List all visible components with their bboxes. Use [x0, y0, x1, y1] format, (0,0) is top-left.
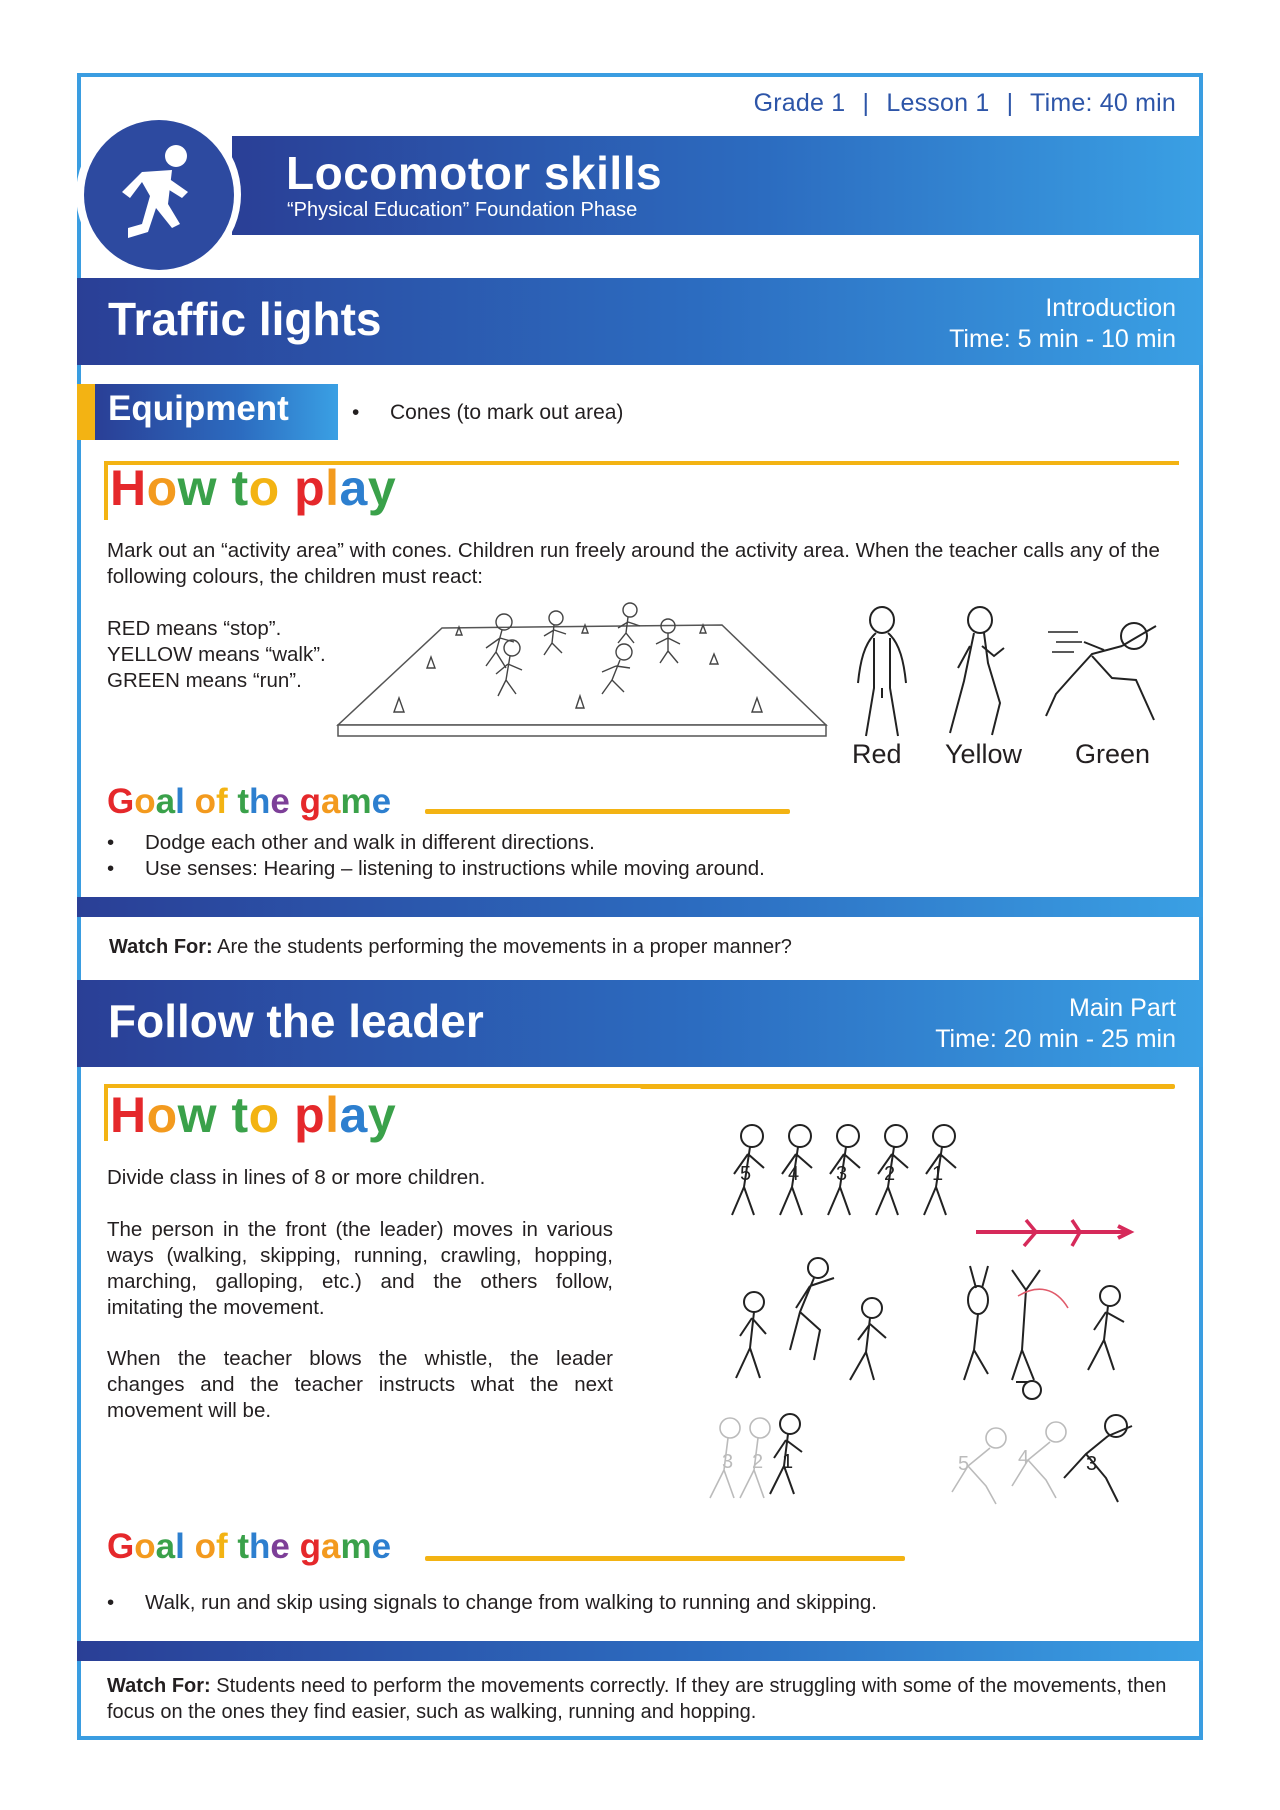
watch-for-note: Watch For: Are the students performing the movements in a proper manner? [109, 936, 792, 958]
grade-label: Grade 1 [753, 89, 846, 117]
activity-area-illustration [334, 600, 830, 740]
goal-item: • Walk, run and skip using signals to change from walking to running and skipping. [107, 1591, 877, 1614]
goal-underline [425, 1556, 905, 1561]
follow-leader-p2: The person in the front (the leader) moves in various ways (walking, skipping, running, crawling, hopping, marching, galloping, etc.) and the others follow, imitating the movement. [107, 1218, 613, 1319]
goal-item: • Use senses: Hearing – listening to instructions while moving around. [107, 857, 765, 880]
traffic-lights-intro: Mark out an “activity area” with cones. Children run freely around the activity area. When the teacher calls any of the following colours, the children must react: [107, 539, 1160, 588]
traffic-light-figures [846, 606, 1176, 741]
goal-heading: Goal of the game [107, 1527, 392, 1566]
lesson-label: Lesson 1 [886, 89, 990, 117]
section-time: Time: 20 min - 25 min [935, 1025, 1176, 1053]
total-time-label: Time: 40 min [1030, 89, 1176, 117]
equipment-accent [77, 384, 95, 440]
line-number: 2 [752, 1451, 764, 1473]
section-divider [77, 1641, 1203, 1661]
line-number: 1 [932, 1163, 944, 1185]
goal-underline [425, 809, 790, 814]
caption-red: Red [852, 739, 902, 769]
bullet: • [352, 401, 360, 424]
meta-separator: | [1006, 89, 1014, 117]
goal-heading: Goal of the game [107, 782, 392, 821]
page-subtitle: “Physical Education” Foundation Phase [287, 199, 638, 221]
how-to-play-heading: How to play [110, 1087, 397, 1143]
goal-list [107, 830, 765, 882]
section-phase: Introduction [1045, 294, 1176, 322]
line-number: 1 [782, 1451, 794, 1473]
section-time: Time: 5 min - 10 min [949, 325, 1176, 353]
section-phase: Main Part [1069, 994, 1176, 1022]
section-timing [935, 993, 1176, 1055]
rule-green: GREEN means “run”. [107, 669, 302, 692]
line-number: 3 [836, 1163, 848, 1185]
goal-list [107, 1590, 877, 1616]
line-number: 5 [958, 1453, 970, 1475]
rule-yellow: YELLOW means “walk”. [107, 643, 326, 666]
section-title: Follow the leader [108, 995, 484, 1047]
line-number: 2 [884, 1163, 896, 1185]
rule-red: RED means “stop”. [107, 617, 282, 640]
line-number: 4 [788, 1163, 800, 1185]
caption-green: Green [1075, 739, 1151, 769]
page-title: Locomotor skills [286, 147, 663, 199]
section-title: Traffic lights [108, 293, 382, 345]
line-number: 5 [740, 1163, 752, 1185]
follow-leader-p1: Divide class in lines of 8 or more children. [107, 1166, 486, 1189]
section-timing [949, 293, 1176, 355]
follow-the-leader-illustration [700, 1120, 1170, 1540]
line-number: 3 [722, 1451, 734, 1473]
colour-rules [107, 616, 326, 694]
equipment-item: • Cones (to mark out area) [352, 401, 624, 424]
line-number: 4 [1018, 1447, 1030, 1469]
watch-for-note: Watch For: Students need to perform the movements correctly. If they are struggling with some of the movements, then focus on the ones they find easier, such as walking, running and hopping. [107, 1675, 1167, 1723]
meta-separator: | [862, 89, 870, 117]
running-person-icon [84, 120, 234, 270]
how-to-play-rule [640, 1084, 1175, 1089]
goal-item: • Dodge each other and walk in different directions. [107, 831, 595, 854]
lesson-meta [754, 89, 1176, 118]
section-divider [77, 897, 1203, 917]
caption-yellow: Yellow [945, 739, 1023, 769]
line-number: 3 [1086, 1453, 1098, 1475]
follow-leader-p3: When the teacher blows the whistle, the leader changes and the teacher instructs what the next movement will be. [107, 1347, 613, 1422]
equipment-title: Equipment [108, 389, 289, 428]
how-to-play-heading: How to play [110, 460, 397, 516]
